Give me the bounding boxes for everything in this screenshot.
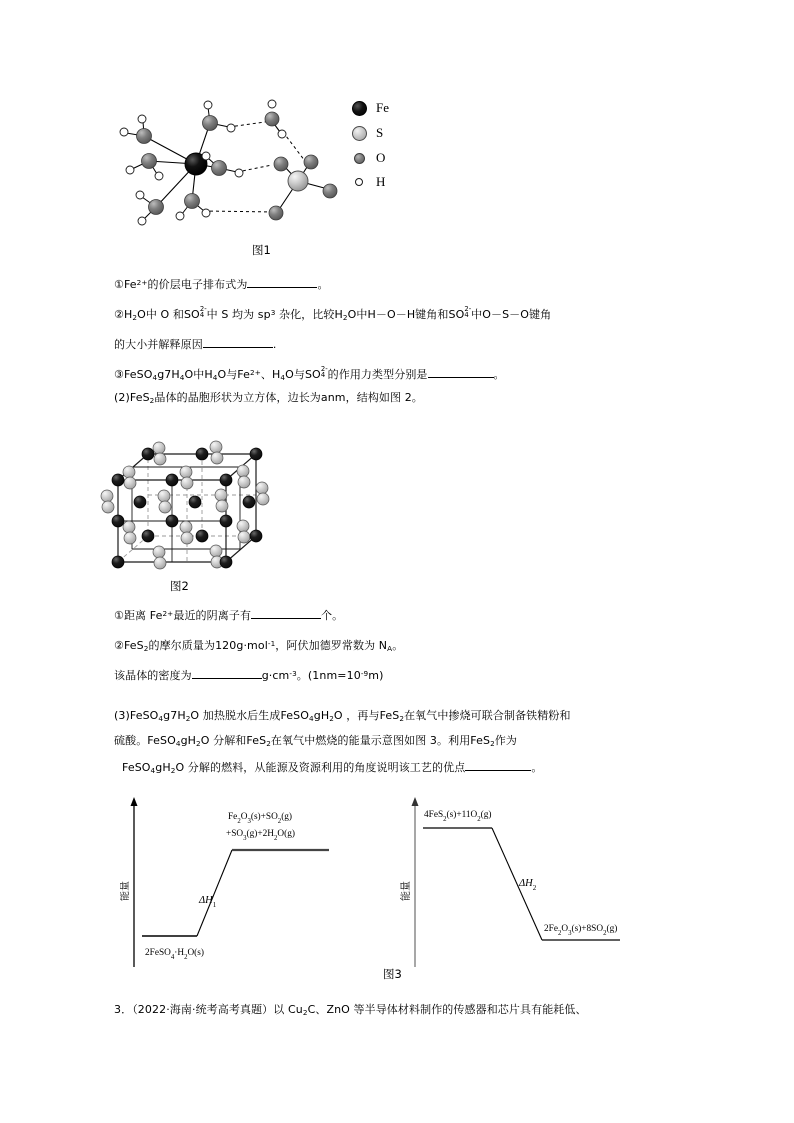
atom-sulfur — [159, 501, 171, 513]
q1-text: 的价层电子排布式为 — [147, 278, 248, 291]
q2-f: 中O－S－O键角 — [471, 308, 552, 321]
atom-iron — [134, 496, 146, 508]
q6-b: g·cm — [261, 669, 290, 682]
answer-blank-3[interactable] — [428, 377, 494, 378]
q3-a: ③FeSO — [114, 368, 153, 381]
p3l2-a: 硫酸。FeSO — [114, 734, 176, 747]
atom-sulfur — [123, 521, 135, 533]
question-6-line — [114, 668, 383, 684]
atom-iron — [196, 448, 208, 460]
atom-sulfur — [181, 532, 193, 544]
q5-a: ②FeS — [114, 639, 144, 652]
q3-d: O与Fe — [217, 368, 251, 381]
atom-oxygen — [142, 154, 157, 169]
figure-3-caption: 图3 — [383, 967, 402, 981]
atom-hydrogen — [176, 212, 184, 220]
atom-sulfur — [102, 501, 114, 513]
q3-c: O中H — [184, 368, 213, 381]
q2-e: O中H－O－H键角和SO — [347, 308, 465, 321]
legend-label-h: H — [376, 174, 386, 189]
atom-sulfur — [216, 500, 228, 512]
legend-label-fe: Fe — [376, 100, 389, 115]
answer-blank-6[interactable] — [465, 770, 531, 771]
answer-blank-4[interactable] — [251, 618, 321, 619]
q4-sup: 2+ — [162, 608, 174, 618]
part2-a-sub: 2 — [149, 396, 155, 406]
atom-iron — [112, 474, 124, 486]
legend-row-h — [355, 174, 385, 190]
figure-2-unit-cell — [96, 432, 306, 574]
footer-a-sub: 2 — [302, 1008, 308, 1018]
p3l1-a: (3)FeSO — [114, 709, 159, 722]
q5-b: 的摩尔质量为120g·mol — [148, 639, 268, 652]
part2-b: 晶体的晶胞形状为立方体，边长为anm，结构如图 2。 — [154, 391, 423, 404]
footer-b: C、ZnO 等半导体材料制作的传感器和芯片具有能耗低、 — [307, 1003, 587, 1016]
p3l1-sub3: 4 — [309, 714, 314, 724]
q5-c-sub: A — [387, 644, 393, 654]
p3l2-e: 作为 — [494, 734, 517, 747]
q3-sub-b: 4 — [179, 373, 185, 383]
atom-hydrogen — [155, 172, 163, 180]
atom-sulfur — [237, 465, 249, 477]
p3l3-b: gH — [155, 761, 171, 774]
p3l1-sub5: 2 — [399, 714, 405, 724]
footer-question-line — [114, 1002, 587, 1019]
atom-iron — [220, 474, 232, 486]
p3l2-b: gH — [180, 734, 197, 747]
part-3-line-1 — [114, 708, 571, 725]
question-2-line-1 — [114, 304, 552, 324]
atom-s-icon — [352, 126, 367, 141]
q2-line2: 的大小并解释原因 — [114, 338, 203, 351]
atom-h-icon — [355, 178, 363, 186]
answer-blank-1[interactable] — [247, 287, 317, 288]
atom-sulfur — [180, 466, 192, 478]
q2-sp3-a: sp — [257, 308, 271, 321]
atom-oxygen — [203, 116, 218, 131]
left-delta-h-label: $\Delta H_1$ — [199, 895, 217, 909]
figure-3-energy-diagrams — [120, 795, 690, 970]
atom-iron — [250, 448, 262, 460]
left-reactant-label: $2FeSO_4\cdot H_2O(s)$ — [145, 948, 204, 961]
p3l1-b: g7H — [163, 709, 186, 722]
atom-sulfur — [288, 171, 308, 191]
atom-iron — [220, 556, 232, 568]
figure-1-legend — [352, 100, 422, 196]
q5-c: ，阿伏加德罗常数为 N — [275, 639, 388, 652]
question-1-line — [114, 277, 329, 293]
q2-sub-2: 2 — [342, 313, 348, 323]
atom-iron — [112, 515, 124, 527]
p3l2-sub4: 2 — [490, 739, 495, 749]
p3l1-sub2: 2 — [185, 714, 191, 724]
atom-sulfur — [101, 490, 113, 502]
atom-iron — [142, 530, 154, 542]
q3-sub-e: 4 — [280, 373, 286, 383]
atom-hydrogen — [235, 169, 243, 177]
atom-oxygen — [269, 206, 283, 220]
part-2-line — [114, 390, 423, 407]
p3l1-d: gH — [313, 709, 330, 722]
energy-axis-label-right: 能量 — [401, 881, 412, 901]
p3l2-sub1: 4 — [175, 739, 181, 749]
atom-o-icon — [354, 153, 365, 164]
p3l1-e: O ，再与FeS — [333, 709, 400, 722]
p3l3-sub1: 4 — [150, 766, 156, 776]
p3l1-f: 在氧气中掺烧可联合制备铁精粉和 — [404, 709, 571, 722]
atom-hydrogen — [268, 100, 276, 108]
atom-hydrogen — [120, 128, 128, 136]
atom-oxygen — [149, 200, 164, 215]
atom-hydrogen — [227, 124, 235, 132]
question-2-line-2 — [114, 337, 276, 353]
q1-prefix: ①Fe — [114, 278, 137, 291]
atom-hydrogen — [202, 152, 210, 160]
q4-c: 个。 — [321, 609, 344, 622]
atom-oxygen — [323, 184, 337, 198]
atom-hydrogen — [138, 217, 146, 225]
atom-iron — [166, 515, 178, 527]
q1-suffix: 。 — [317, 278, 329, 291]
p3l3-a: FeSO — [122, 761, 151, 774]
q6-paren-b: m) — [368, 669, 384, 682]
energy-axis-label-left: 能量 — [120, 881, 131, 901]
atom-sulfur — [210, 545, 222, 557]
atom-sulfur — [181, 477, 193, 489]
legend-row-fe — [352, 100, 389, 116]
atom-iron — [196, 530, 208, 542]
atom-hydrogen — [126, 166, 134, 174]
figure-1-caption: 图1 — [252, 243, 271, 257]
legend-row-o — [354, 150, 385, 166]
q2-a: ②H — [114, 308, 133, 321]
p3l2-d: 在氧气中燃烧的能量示意图如图 3。利用FeS — [270, 734, 491, 747]
atom-iron — [220, 515, 232, 527]
q6-paren-a: (1nm=10 — [307, 669, 361, 682]
atom-oxygen — [212, 161, 227, 176]
q3-g: 的作用力类型分别是 — [327, 368, 428, 381]
q2-c: 中 S 均为 — [206, 308, 258, 321]
p3l2-c: O 分解和FeS — [200, 734, 267, 747]
q2-d: 杂化，比较H — [275, 308, 343, 321]
right-product-label: $2Fe_2O_3(s)+8SO_2(g)$ — [544, 924, 618, 937]
atom-sulfur — [211, 452, 223, 464]
atom-sulfur — [256, 482, 268, 494]
legend-label-s: S — [376, 125, 384, 140]
atom-oxygen — [265, 112, 279, 126]
q2-sp3-b: 3 — [270, 307, 276, 317]
atom-iron — [243, 496, 255, 508]
atom-oxygen — [137, 129, 152, 144]
sulfate-charge-2: 2- 4 — [464, 304, 472, 319]
atom-sulfur — [124, 532, 136, 544]
atom-hydrogen — [278, 130, 286, 138]
atom-sulfur — [210, 441, 222, 453]
q3-d-sup: 2+ — [250, 367, 261, 377]
p3l3-c: O 分解的燃料，从能源及资源利用的角度说明该工艺的优点 — [175, 761, 466, 774]
atom-oxygen — [185, 194, 200, 209]
atom-fe-icon — [352, 101, 367, 116]
p3l3-sub2: 2 — [170, 766, 176, 776]
atom-sulfur — [237, 520, 249, 532]
atom-oxygen — [274, 157, 288, 171]
p3l1-sub4: 2 — [329, 714, 334, 724]
energy-diagram-left — [120, 797, 329, 967]
answer-blank-5[interactable] — [192, 678, 262, 679]
atom-sulfur — [154, 557, 166, 569]
legend-row-s — [352, 125, 383, 141]
part-3-line-3 — [122, 760, 542, 777]
left-product-line-2: $+SO_3(g)+2H_2O(g)$ — [226, 829, 295, 842]
atom-iron — [142, 448, 154, 460]
q3-b: g7H — [157, 368, 180, 381]
energy-diagram-right — [399, 797, 620, 967]
sulfate-charge-3: 2- 4 — [320, 364, 328, 379]
atom-oxygen — [304, 155, 318, 169]
atom-sulfur — [124, 477, 136, 489]
right-reactant-label: $4FeS_2(s)+11O_2(g)$ — [424, 810, 492, 823]
answer-blank-2[interactable] — [203, 347, 273, 348]
atom-sulfur — [238, 476, 250, 488]
atom-hydrogen — [138, 115, 146, 123]
q2-line2-suffix: . — [272, 338, 277, 351]
part2-a: (2)FeS — [114, 391, 150, 404]
q6-a: 该晶体的密度为 — [114, 669, 192, 682]
atom-iron — [250, 530, 262, 542]
p3l3-d: 。 — [531, 761, 543, 774]
atom-sulfur — [158, 490, 170, 502]
q6-paren-sup: -9 — [360, 668, 369, 678]
question-5-line — [114, 638, 403, 655]
p3l2-sub3: 2 — [266, 739, 271, 749]
atom-sulfur — [153, 546, 165, 558]
q6-c: 。 — [296, 669, 308, 682]
atom-sulfur — [180, 521, 192, 533]
legend-label-o: O — [376, 150, 386, 165]
sulfate-charge: 2- 4 — [199, 304, 207, 319]
atom-sulfur — [257, 493, 269, 505]
q5-d: 。 — [392, 639, 404, 652]
atom-sulfur — [153, 442, 165, 454]
atom-sulfur — [215, 489, 227, 501]
p3l1-c: O 加热脱水后生成FeSO — [190, 709, 310, 722]
q1-charge: 2+ — [136, 277, 148, 287]
atom-iron — [189, 496, 201, 508]
atom-sulfur — [154, 453, 166, 465]
atom-hydrogen — [202, 209, 210, 217]
atom-sulfur — [238, 531, 250, 543]
q3-sub-c: 4 — [212, 373, 218, 383]
part-3-line-2 — [114, 733, 517, 750]
q5-b-sup: -1 — [267, 638, 276, 648]
q3-suffix: 。 — [493, 368, 505, 381]
q3-e: 、H — [260, 368, 281, 381]
q2-b: O中 O 和SO — [137, 308, 200, 321]
footer-a: 3．（2022·海南·统考高考真题）以 Cu — [114, 1003, 303, 1016]
question-3-line — [114, 364, 505, 384]
atom-iron — [166, 474, 178, 486]
p3l2-sub2: 2 — [196, 739, 201, 749]
q6-b-sup: -3 — [289, 668, 297, 678]
atom-iron — [112, 556, 124, 568]
figure-2-caption: 图2 — [170, 579, 189, 593]
q3-f: O与SO — [285, 368, 321, 381]
p3l1-sub1: 4 — [158, 714, 164, 724]
left-product-line-1: $Fe_2O_3(s)+SO_2(g)$ — [228, 812, 293, 825]
q4-b: 最近的阴离子有 — [173, 609, 252, 622]
question-4-line — [114, 608, 343, 624]
q5-a-sub: 2 — [143, 644, 149, 654]
atom-hydrogen — [204, 101, 212, 109]
atom-sulfur — [123, 466, 135, 478]
right-delta-h-label: $\Delta H_2$ — [519, 878, 537, 892]
atom-hydrogen — [136, 191, 144, 199]
q4-a: ①距离 Fe — [114, 609, 163, 622]
q3-a-sub: 4 — [152, 373, 158, 383]
q2-a-sub: 2 — [132, 313, 138, 323]
